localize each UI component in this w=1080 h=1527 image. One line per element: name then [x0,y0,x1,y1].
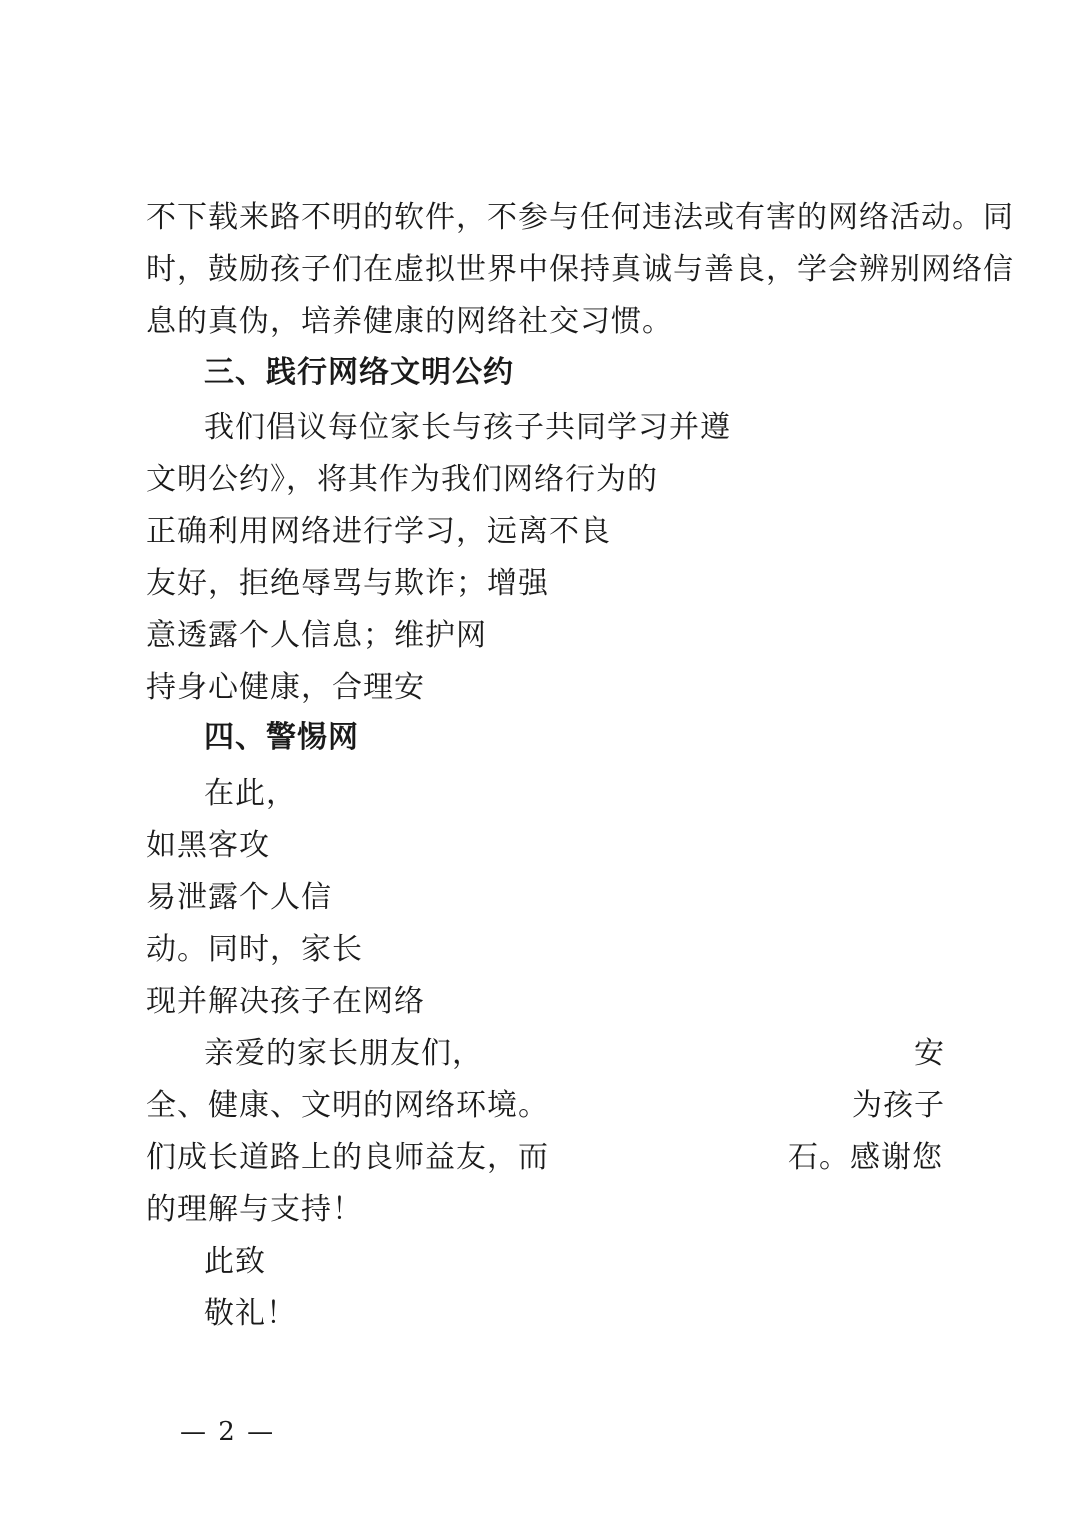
section-heading-3: 三、践行网络文明公约 [204,355,514,390]
body-text-line: 时，鼓励孩子们在虚拟世界中保持真诚与善良，学会辨别网络信 [146,252,1014,287]
body-text-line: 意透露个人信息；维护网 [146,618,487,653]
salutation-line: 敬礼！ [204,1296,297,1331]
body-text-fragment: 为孩子 [852,1088,945,1123]
body-text-line: 全、健康、文明的网络环境。 [146,1088,549,1123]
body-text-line: 动。同时，家长 [146,932,363,967]
body-text-line: 持身心健康，合理安 [146,670,425,705]
body-text-fragment: 石。感谢您 [788,1140,943,1175]
body-text-line: 息的真伪，培养健康的网络社交习惯。 [146,304,673,339]
body-text-line: 易泄露个人信 [146,880,332,915]
body-text-line: 不下载来路不明的软件，不参与任何违法或有害的网络活动。同 [146,200,1014,235]
body-text-line: 如黑客攻 [146,828,270,863]
body-text-line: 我们倡议每位家长与孩子共同学习并遵 [204,410,731,445]
body-text-line: 友好，拒绝辱骂与欺诈；增强 [146,566,549,601]
body-text-line: 文明公约》，将其作为我们网络行为的 [146,462,658,497]
body-text-line: 在此， [204,776,297,811]
body-text-line: 们成长道路上的良师益友，而 [146,1140,549,1175]
body-text-line: 亲爱的家长朋友们， [204,1036,483,1071]
body-text-line: 现并解决孩子在网络 [146,984,425,1019]
body-text-fragment: 安 [914,1036,945,1071]
closing-line: 此致 [204,1244,266,1279]
body-text-line: 的理解与支持！ [146,1192,363,1227]
section-heading-4: 四、警惕网 [204,720,359,755]
body-text-line: 正确利用网络进行学习，远离不良 [146,514,611,549]
page-number: — 2 — [180,1417,276,1447]
